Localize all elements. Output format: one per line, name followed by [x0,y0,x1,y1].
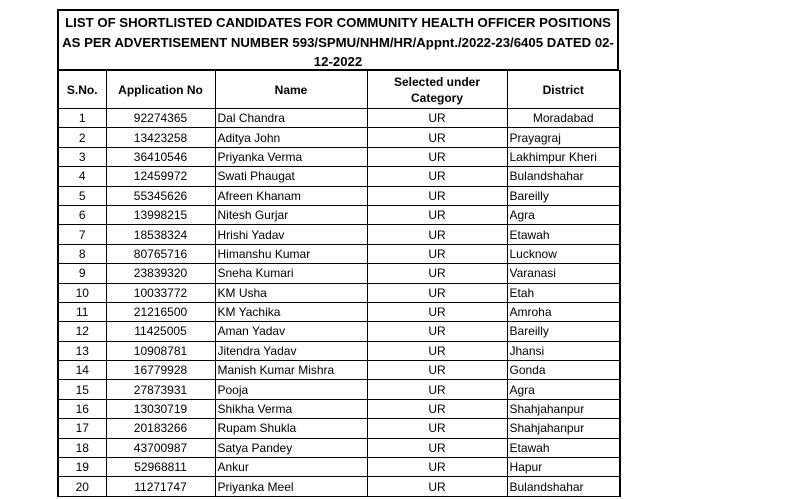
application-no-cell: 13423258 [106,128,215,147]
application-no-cell: 11271747 [106,477,215,496]
application-no-cell: 36410546 [106,147,215,166]
category-cell: UR [367,283,507,302]
application-no-cell: 23839320 [106,264,215,283]
table-row [58,264,620,283]
document-title [57,9,619,70]
sno-cell: 6 [58,205,106,224]
header-category-line-2: Category [410,91,463,105]
district-cell: Etawah [507,438,620,457]
table-row [58,128,620,147]
application-no-cell: 43700987 [106,438,215,457]
name-cell: Sneha Kumari [215,264,367,283]
district-cell: Prayagraj [507,128,620,147]
sno-cell: 2 [58,128,106,147]
application-no-cell: 52968811 [106,458,215,477]
name-cell: KM Usha [215,283,367,302]
category-cell: UR [367,477,507,496]
category-cell: UR [367,186,507,205]
district-cell: Lucknow [507,244,620,263]
name-cell: KM Yachika [215,302,367,321]
district-cell: Jhansi [507,341,620,360]
application-no-cell: 20183266 [106,419,215,438]
name-cell: Ankur [215,458,367,477]
category-cell: UR [367,128,507,147]
district-cell: Lakhimpur Kheri [507,147,620,166]
name-cell: Priyanka Meel [215,477,367,496]
category-cell: UR [367,361,507,380]
table-row [58,147,620,166]
name-cell: Nitesh Gurjar [215,205,367,224]
category-cell: UR [367,380,507,399]
table-row [58,322,620,341]
application-no-cell: 92274365 [106,109,215,128]
table-row [58,302,620,321]
candidates-table [57,70,621,497]
category-cell: UR [367,225,507,244]
sno-cell: 16 [58,399,106,418]
table-row [58,380,620,399]
table-row [58,205,620,224]
table-header-row [58,71,620,109]
district-cell: Gonda [507,361,620,380]
application-no-cell: 80765716 [106,244,215,263]
sno-cell: 8 [58,244,106,263]
district-cell: Etawah [507,225,620,244]
table-row [58,458,620,477]
name-cell: Aman Yadav [215,322,367,341]
title-line-1: LIST OF SHORTLISTED CANDIDATES FOR COMMUNITY HEALTH OFFICER POSITIONS [65,15,611,30]
sno-cell: 18 [58,438,106,457]
district-cell: Bulandshahar [507,477,620,496]
category-cell: UR [367,399,507,418]
category-cell: UR [367,167,507,186]
header-name: Name [215,71,367,109]
application-no-cell: 13030719 [106,399,215,418]
category-cell: UR [367,302,507,321]
district-cell: Amroha [507,302,620,321]
name-cell: Swati Phaugat [215,167,367,186]
district-cell: Bareilly [507,186,620,205]
sno-cell: 4 [58,167,106,186]
application-no-cell: 12459972 [106,167,215,186]
application-no-cell: 55345626 [106,186,215,205]
district-cell: Varanasi [507,264,620,283]
table-row [58,341,620,360]
district-cell: Hapur [507,458,620,477]
sno-cell: 1 [58,109,106,128]
sno-cell: 12 [58,322,106,341]
application-no-cell: 11425005 [106,322,215,341]
name-cell: Rupam Shukla [215,419,367,438]
category-cell: UR [367,419,507,438]
district-cell: Agra [507,380,620,399]
district-cell: Agra [507,205,620,224]
name-cell: Priyanka Verma [215,147,367,166]
category-cell: UR [367,458,507,477]
sno-cell: 3 [58,147,106,166]
table-row [58,419,620,438]
table-body [58,109,620,497]
sno-cell: 11 [58,302,106,321]
name-cell: Afreen Khanam [215,186,367,205]
sno-cell: 10 [58,283,106,302]
sno-cell: 20 [58,477,106,496]
category-cell: UR [367,264,507,283]
name-cell: Shikha Verma [215,399,367,418]
category-cell: UR [367,438,507,457]
sno-cell: 15 [58,380,106,399]
table-row [58,167,620,186]
name-cell: Aditya John [215,128,367,147]
district-cell: Shahjahanpur [507,419,620,438]
sno-cell: 14 [58,361,106,380]
table-row [58,283,620,302]
sno-cell: 9 [58,264,106,283]
header-application-no: Application No [106,71,215,109]
application-no-cell: 16779928 [106,361,215,380]
sno-cell: 19 [58,458,106,477]
table-row [58,361,620,380]
sno-cell: 7 [58,225,106,244]
application-no-cell: 18538324 [106,225,215,244]
name-cell: Manish Kumar Mishra [215,361,367,380]
name-cell: Pooja [215,380,367,399]
name-cell: Himanshu Kumar [215,244,367,263]
table-row [58,244,620,263]
district-cell: Etah [507,283,620,302]
table-row [58,225,620,244]
district-cell: Bareilly [507,322,620,341]
sno-cell: 17 [58,419,106,438]
application-no-cell: 21216500 [106,302,215,321]
table-row [58,186,620,205]
application-no-cell: 27873931 [106,380,215,399]
header-category [367,71,507,109]
district-cell: Shahjahanpur [507,399,620,418]
title-line-2: AS PER ADVERTISEMENT NUMBER 593/SPMU/NHM/HR/Appnt./2022-23/6405 DATED 02- [62,34,614,50]
header-sno: S.No. [58,71,106,109]
category-cell: UR [367,322,507,341]
table-row [58,109,620,128]
category-cell: UR [367,205,507,224]
district-cell: Bulandshahar [507,167,620,186]
name-cell: Hrishi Yadav [215,225,367,244]
header-district: District [507,71,620,109]
sno-cell: 5 [58,186,106,205]
category-cell: UR [367,244,507,263]
category-cell: UR [367,341,507,360]
category-cell: UR [367,147,507,166]
application-no-cell: 13998215 [106,205,215,224]
district-cell: Moradabad [507,109,620,128]
header-category-line-1: Selected under [393,75,481,89]
shortlist-document [57,9,619,497]
application-no-cell: 10908781 [106,341,215,360]
application-no-cell: 10033772 [106,283,215,302]
sno-cell: 13 [58,341,106,360]
name-cell: Satya Pandey [215,438,367,457]
name-cell: Jitendra Yadav [215,341,367,360]
name-cell: Dal Chandra [215,109,367,128]
table-row [58,438,620,457]
title-line-3: 12-2022 [313,54,363,69]
table-row [58,477,620,496]
category-cell: UR [367,109,507,128]
table-row [58,399,620,418]
